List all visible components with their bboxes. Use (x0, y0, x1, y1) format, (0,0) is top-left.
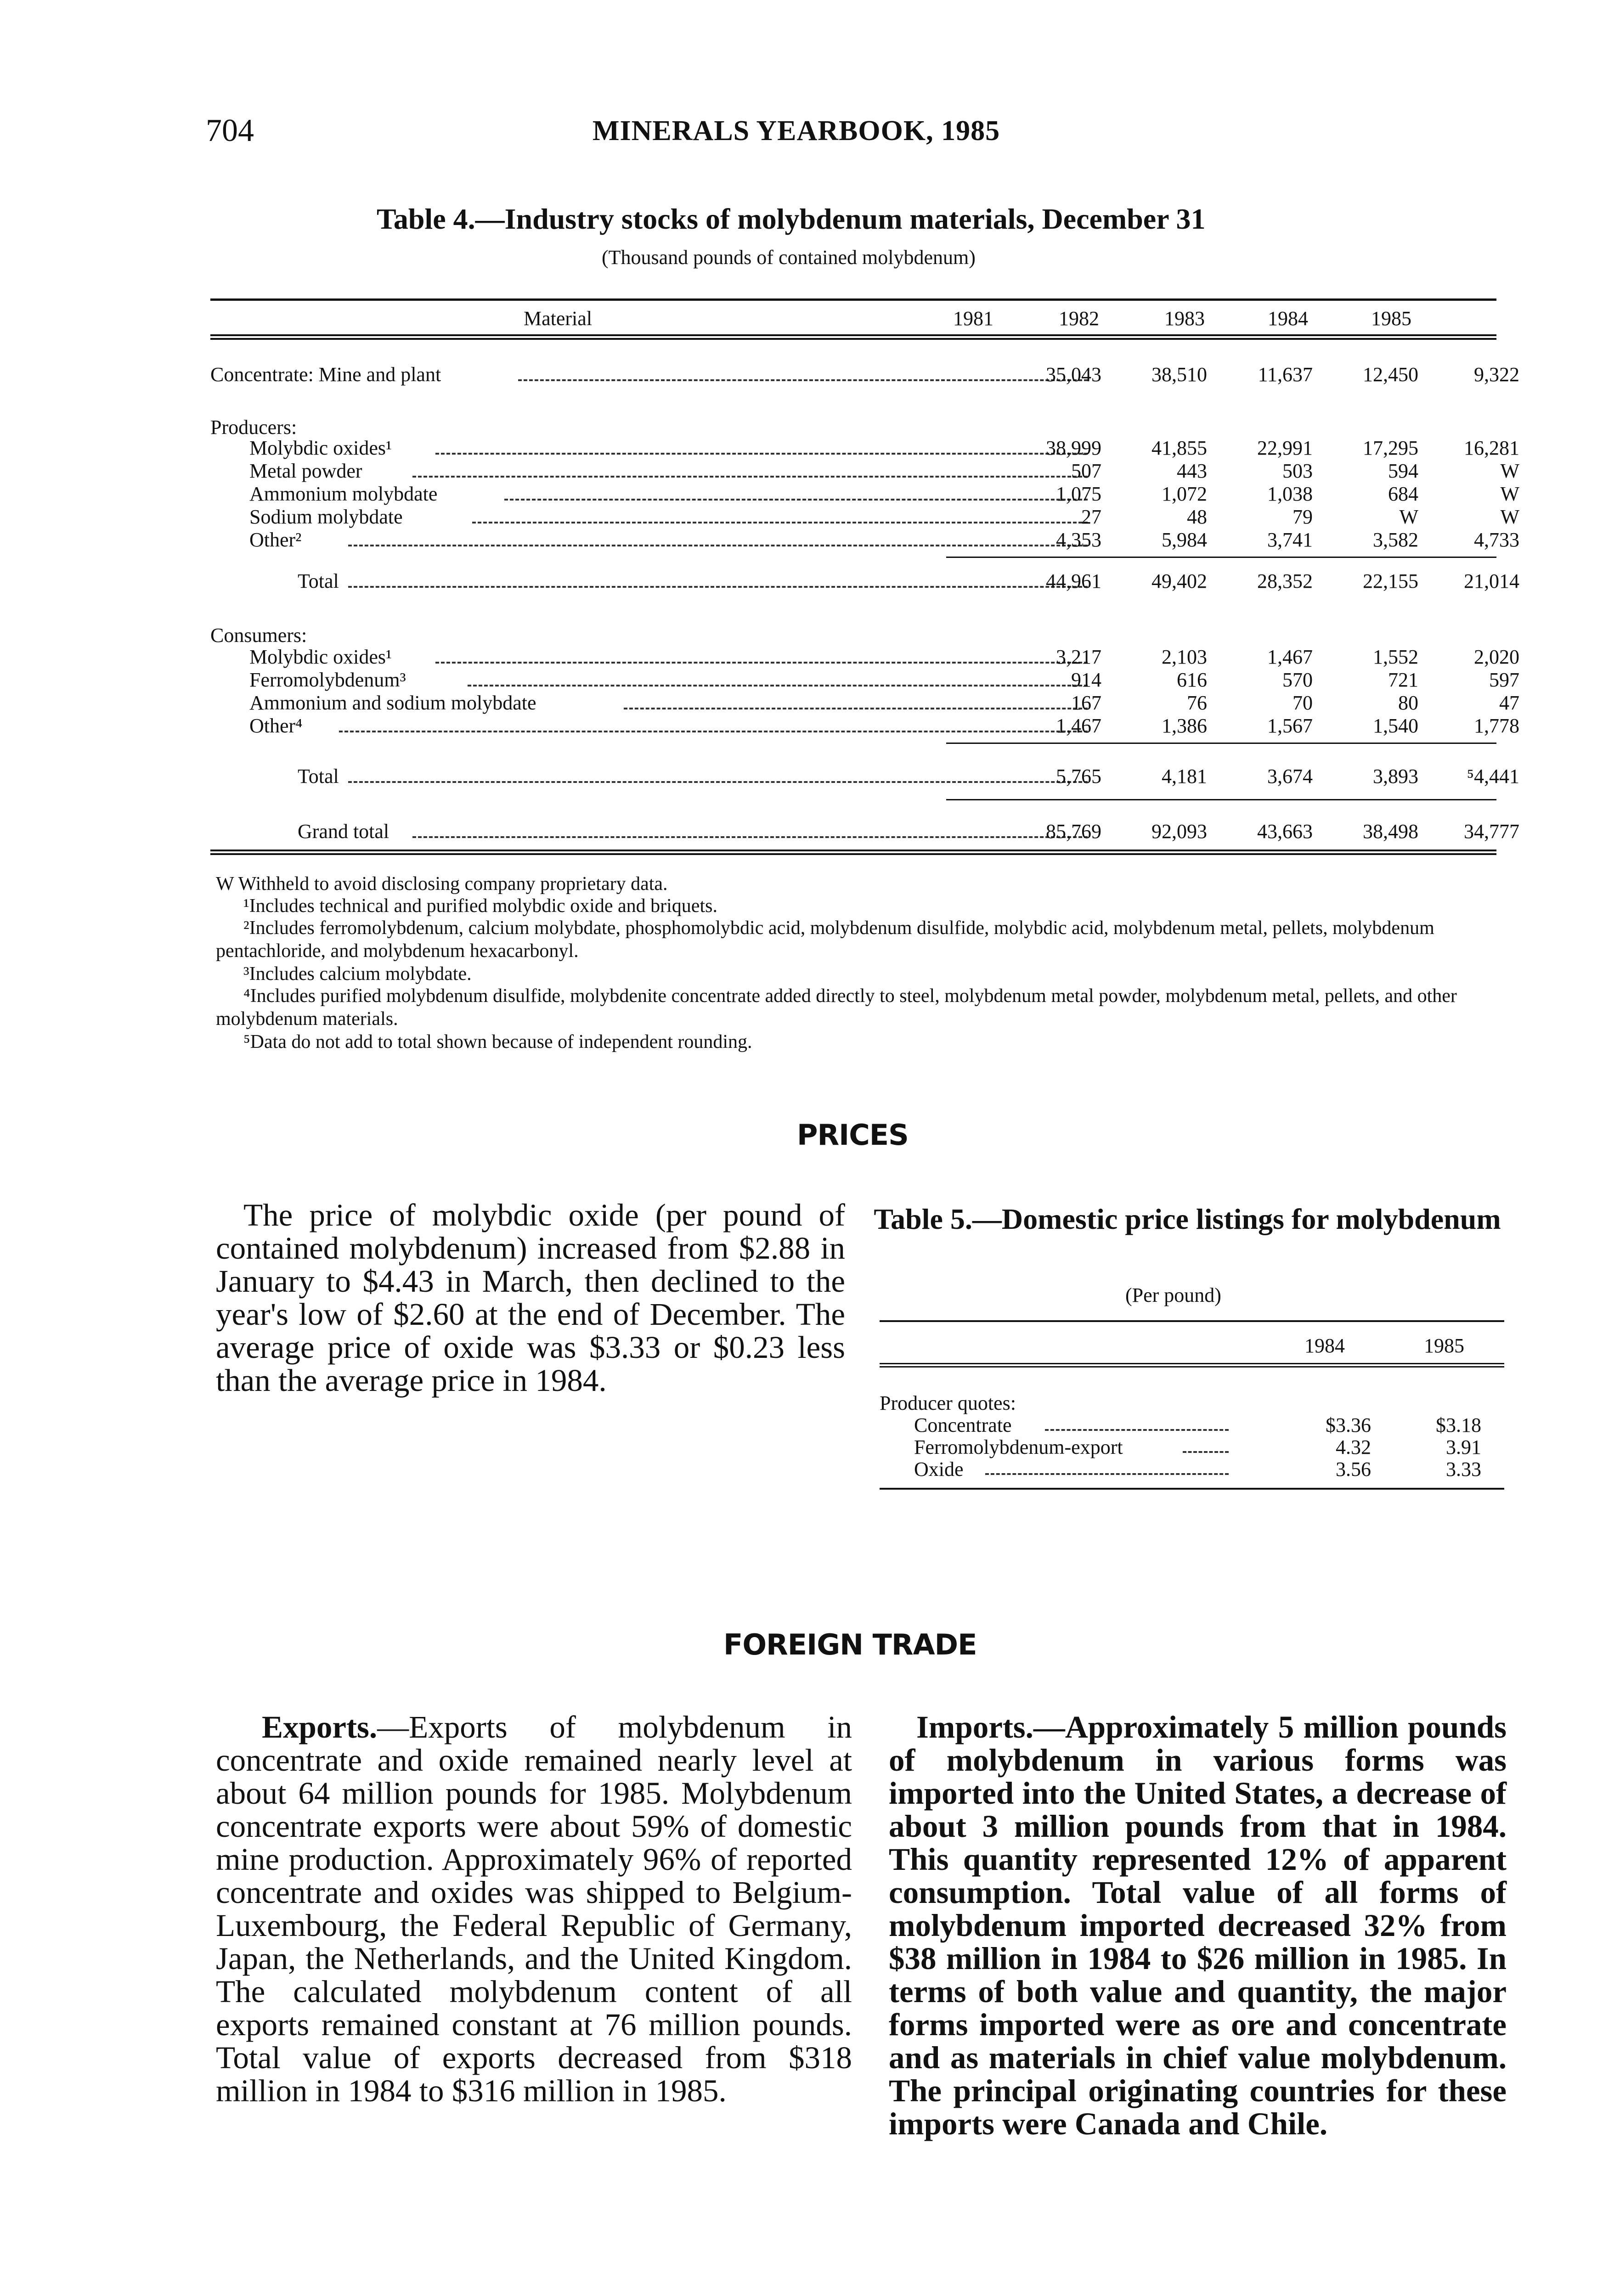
dot-leader (348, 781, 1088, 783)
subtotal-rule (946, 743, 1496, 744)
row-label: Total (298, 570, 339, 592)
dot-leader (339, 731, 1088, 732)
column-header-year: 1984 (1304, 1334, 1345, 1357)
cell: 41,855 (1151, 437, 1207, 459)
footnote: ³Includes calcium molybdate. (243, 963, 472, 985)
cell: 2,020 (1474, 646, 1519, 668)
column-header-year: 1982 (1059, 307, 1099, 330)
table-rule (880, 1320, 1504, 1322)
subtotal-rule (946, 799, 1496, 800)
cell: 3,741 (1267, 529, 1313, 551)
foreign-trade-heading: FOREIGN TRADE (723, 1628, 977, 1661)
table-rule (880, 1366, 1504, 1367)
cell: 47 (1499, 692, 1519, 714)
cell: 3,893 (1373, 765, 1418, 788)
exports-text: —Exports of molybdenum in concentrate and oxide remained nearly level at about 64 million pounds for 1985. Molybdenum concentrate exports were about 59% of domestic mine production. Approximately 96% of reported concentrate and oxides was shipped to Belgium-Luxembourg, the Federal Republic of Germany, Japan, the Netherlands, and the United Kingdom. The calculated molybdenum content of all exports remained constant at 76 million pounds. Total value of exports decreased from $318 million in 1984 to $316 million in 1985. (216, 1710, 852, 2108)
cell: 92,093 (1151, 820, 1207, 843)
column-header-year: 1983 (1164, 307, 1205, 330)
cell: 79 (1293, 506, 1313, 528)
row-label: Concentrate: Mine and plant (210, 363, 441, 386)
cell: 22,991 (1257, 437, 1313, 459)
cell: 1,567 (1267, 715, 1313, 737)
column-header-year: 1985 (1424, 1334, 1464, 1357)
group-label: Producers: (210, 416, 297, 439)
cell: $3.18 (1436, 1414, 1481, 1436)
exports-lead: Exports. (262, 1710, 378, 1745)
cell: W (1500, 483, 1519, 505)
cell: 1,386 (1162, 715, 1207, 737)
cell: W (1399, 506, 1418, 528)
table-row (210, 528, 1519, 551)
table-rule (210, 853, 1496, 855)
cell: 594 (1388, 460, 1418, 482)
dot-leader (985, 1473, 1229, 1475)
column-header-year: 1981 (953, 307, 993, 330)
row-label: Ferromolybdenum-export (914, 1436, 1123, 1458)
group-label-row (210, 624, 1496, 647)
running-head: MINERALS YEARBOOK, 1985 (593, 115, 1000, 146)
column-header-year: 1985 (1371, 307, 1411, 330)
cell: 4,733 (1474, 529, 1519, 551)
cell: W (1500, 506, 1519, 528)
cell: 3.33 (1446, 1458, 1481, 1480)
row-label: Metal powder (249, 460, 362, 482)
row-label: Oxide (914, 1458, 964, 1480)
cell: 35,043 (1046, 363, 1101, 386)
cell: W (1500, 460, 1519, 482)
cell: 4.32 (1336, 1436, 1371, 1458)
cell: 597 (1489, 669, 1519, 691)
cell: 5,765 (1056, 765, 1101, 788)
cell: 3.91 (1446, 1436, 1481, 1458)
row-label: Ammonium and sodium molybdate (249, 692, 536, 714)
footnote: ¹Includes technical and purified molybdic oxide and briquets. (243, 895, 717, 917)
cell: $3.36 (1326, 1414, 1371, 1436)
cell: 3,674 (1267, 765, 1313, 788)
row-label: Ferromolybdenum³ (249, 669, 406, 691)
page-number: 704 (206, 113, 254, 148)
row-label: Molybdic oxides¹ (249, 437, 392, 459)
table-rule (210, 850, 1496, 851)
cell: 38,999 (1046, 437, 1101, 459)
cell: 3.56 (1336, 1458, 1371, 1480)
cell: 76 (1187, 692, 1207, 714)
row-label: Grand total (298, 820, 389, 843)
exports-paragraph (216, 1711, 852, 2107)
footnote: ⁴Includes purified molybdenum disulfide, molybdenite concentrate added directly to steel, molybdenum metal powder, molybdenum metal, pellets, and other molybdenum materials. (216, 985, 1457, 1030)
table-rule (880, 1363, 1504, 1364)
group-label: Producer quotes: (880, 1392, 1016, 1414)
cell: 22,155 (1363, 570, 1418, 592)
dot-leader (412, 836, 1088, 838)
cell: 34,777 (1464, 820, 1519, 843)
imports-paragraph (889, 1711, 1507, 2140)
table4-title: Table 4.—Industry stocks of molybdenum materials, December 31 (377, 203, 1206, 235)
imports-text: —Approximately 5 million pounds of molybdenum in various forms was imported into the United States, a decrease of about 3 million pounds from that in 1984. This quantity represented 12% of apparent consumption. Total value of all forms of molybdenum imported decreased 32% from $38 million in 1984 to $26 million in 1985. In terms of both value and quantity, the major forms imported were as ore and concentrate and as materials in chief value molybdenum. The principal originating countries for these imports were Canada and Chile. (889, 1710, 1507, 2141)
table-row (210, 459, 1519, 482)
table-row (210, 436, 1519, 459)
total-row (210, 569, 1519, 592)
cell: 4,181 (1162, 765, 1207, 788)
prices-paragraph: The price of molybdic oxide (per pound of contained molybdenum) increased from $2.88 in January to $4.43 in March, then declined to the year's low of $2.60 at the end of December. The average price of oxide was $3.33 or $0.23 less than the average price in 1984. (216, 1198, 845, 1398)
cell: 43,663 (1257, 820, 1313, 843)
cell: 1,778 (1474, 715, 1519, 737)
cell: 85,769 (1046, 820, 1101, 843)
cell: 1,552 (1373, 646, 1418, 668)
dot-leader (435, 453, 1088, 455)
cell: 49,402 (1151, 570, 1207, 592)
cell: 167 (1071, 692, 1101, 714)
table-rule (210, 334, 1496, 336)
cell: 507 (1071, 460, 1101, 482)
table-rule (880, 1488, 1504, 1490)
cell: 38,498 (1363, 820, 1418, 843)
cell: 684 (1388, 483, 1418, 505)
row-label: Concentrate (914, 1414, 1012, 1436)
cell: 1,038 (1267, 483, 1313, 505)
cell: 28,352 (1257, 570, 1313, 592)
table5-subtitle: (Per pound) (1125, 1284, 1221, 1306)
imports-lead: Imports. (916, 1710, 1033, 1745)
cell: 616 (1177, 669, 1207, 691)
footnote: ⁵Data do not add to total shown because of independent rounding. (243, 1031, 752, 1052)
cell: 2,103 (1162, 646, 1207, 668)
cell: 570 (1282, 669, 1313, 691)
cell: 48 (1187, 506, 1207, 528)
row-label: Total (298, 765, 339, 788)
cell: 70 (1293, 692, 1313, 714)
cell: 1,467 (1267, 646, 1313, 668)
table-row (210, 482, 1519, 505)
table-rule (210, 338, 1496, 340)
cell: 3,217 (1056, 646, 1101, 668)
cell: 1,540 (1373, 715, 1418, 737)
cell: 3,582 (1373, 529, 1418, 551)
row-label: Ammonium molybdate (249, 483, 438, 505)
column-header-material: Material (524, 307, 593, 330)
cell: 80 (1398, 692, 1418, 714)
cell: 21,014 (1464, 570, 1519, 592)
subtotal-rule (946, 557, 1496, 558)
table-row (210, 714, 1519, 737)
dot-leader (468, 685, 1088, 687)
cell: 9,322 (1474, 363, 1519, 386)
cell: 721 (1388, 669, 1418, 691)
cell: 17,295 (1363, 437, 1418, 459)
group-label: Consumers: (210, 624, 307, 647)
table-row (880, 1435, 1504, 1458)
grand-total-row (210, 820, 1519, 843)
cell: 12,450 (1363, 363, 1418, 386)
cell: 503 (1282, 460, 1313, 482)
table-row (880, 1458, 1504, 1480)
cell: 1,467 (1056, 715, 1101, 737)
row-label: Other² (249, 529, 302, 551)
cell: ⁵4,441 (1467, 765, 1519, 788)
dot-leader (348, 545, 1088, 546)
dot-leader (348, 586, 1088, 588)
table-rule (210, 298, 1496, 301)
dot-leader (1183, 1451, 1229, 1453)
total-row (210, 765, 1519, 788)
dot-leader (435, 662, 1088, 664)
dot-leader (1045, 1429, 1229, 1431)
cell: 38,510 (1151, 363, 1207, 386)
footnote: ²Includes ferromolybdenum, calcium molybdate, phosphomolybdic acid, molybdenum disulfide, molybdic acid, molybdenum metal, pellets, molybdenum pentachloride, and molybdenum hexacarbonyl. (216, 917, 1434, 962)
cell: 1,072 (1162, 483, 1207, 505)
table-row (210, 645, 1519, 668)
dot-leader (412, 476, 1088, 478)
table-row (880, 1413, 1504, 1435)
cell: 5,984 (1162, 529, 1207, 551)
cell: 4,353 (1056, 529, 1101, 551)
table-row (210, 668, 1519, 691)
row-label: Molybdic oxides¹ (249, 646, 392, 668)
table-row (210, 363, 1519, 386)
dot-leader (472, 522, 1088, 523)
group-label-row (880, 1391, 1504, 1413)
cell: 16,281 (1464, 437, 1519, 459)
table5-title: Table 5.—Domestic price listings for molybdenum (874, 1203, 1501, 1235)
prices-heading: PRICES (797, 1118, 909, 1152)
cell: 1,075 (1056, 483, 1101, 505)
cell: 44,961 (1046, 570, 1101, 592)
column-header-year: 1984 (1268, 307, 1308, 330)
row-label: Sodium molybdate (249, 506, 403, 528)
table-row (210, 505, 1519, 528)
cell: 11,637 (1258, 363, 1313, 386)
cell: 443 (1177, 460, 1207, 482)
table-row (210, 691, 1519, 714)
table4-subtitle: (Thousand pounds of contained molybdenum) (602, 246, 976, 269)
footnote: W Withheld to avoid disclosing company proprietary data. (216, 873, 668, 895)
cell: 914 (1071, 669, 1101, 691)
group-label-row (210, 416, 1496, 439)
cell: 27 (1081, 506, 1101, 528)
row-label: Other⁴ (249, 715, 303, 737)
